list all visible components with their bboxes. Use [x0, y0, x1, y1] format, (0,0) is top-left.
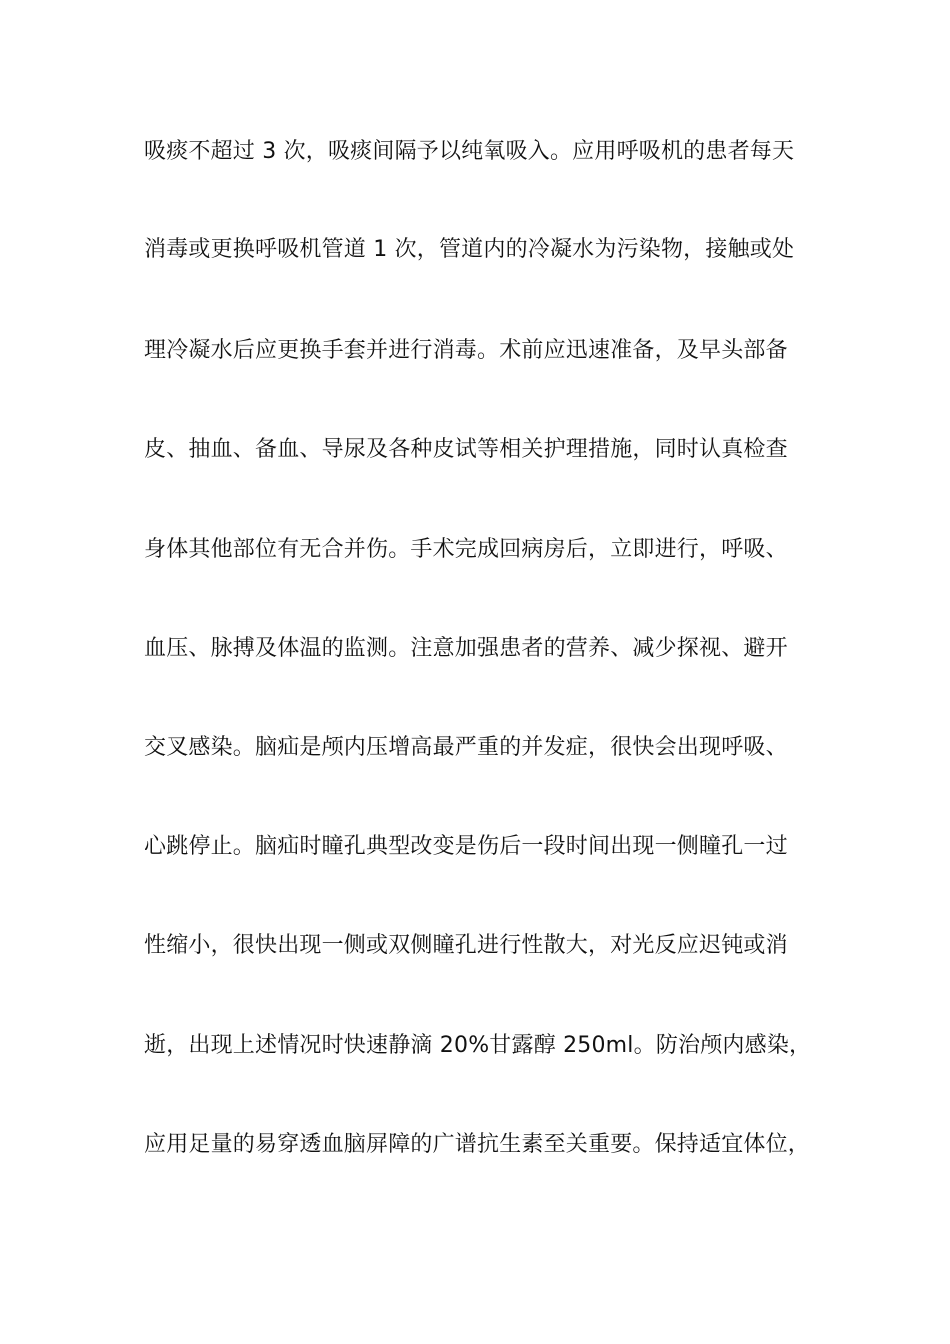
- text-line: 身体其他部位有无合并伤。手术完成回病房后，立即进行，呼吸、: [144, 537, 788, 562]
- text-line: 吸痰不超过 3 次，吸痰间隔予以纯氧吸入。应用呼吸机的患者每天: [144, 139, 795, 164]
- text-line: 皮、抽血、备血、导尿及各种皮试等相关护理措施，同时认真检查: [144, 437, 788, 462]
- text-line: 逝，出现上述情况时快速静滴 20%甘露醇 250ml。防治颅内感染，: [144, 1033, 812, 1058]
- text-line: 交叉感染。脑疝是颅内压增高最严重的并发症，很快会出现呼吸、: [144, 735, 788, 760]
- text-line: 心跳停止。脑疝时瞳孔典型改变是伤后一段时间出现一侧瞳孔一过: [144, 834, 788, 859]
- text-line: 理冷凝水后应更换手套并进行消毒。术前应迅速准备，及早头部备: [144, 338, 788, 363]
- text-line: 血压、脉搏及体温的监测。注意加强患者的营养、减少探视、避开: [144, 636, 788, 661]
- text-line: 消毒或更换呼吸机管道 1 次，管道内的冷凝水为污染物，接触或处: [144, 237, 795, 262]
- text-line: 性缩小，很快出现一侧或双侧瞳孔进行性散大，对光反应迟钝或消: [144, 933, 788, 958]
- text-line: 应用足量的易穿透血脑屏障的广谱抗生素至关重要。保持适宜体位，: [144, 1132, 811, 1157]
